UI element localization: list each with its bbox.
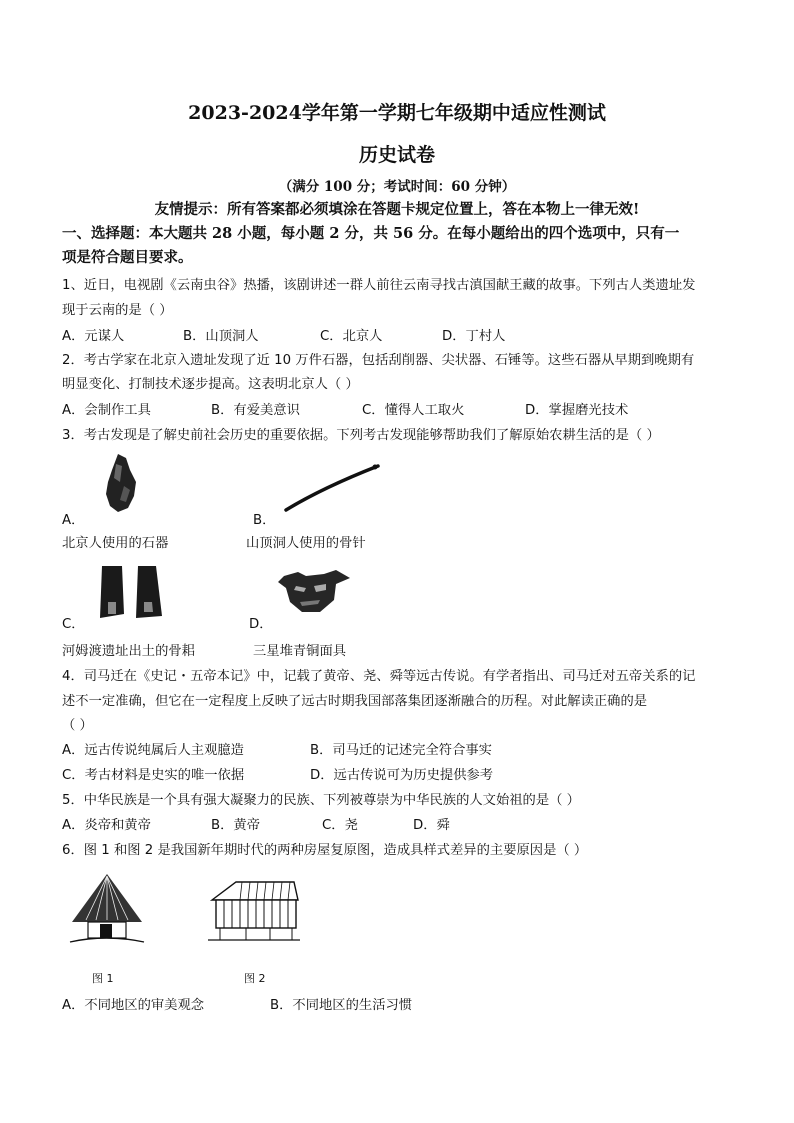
q3-option-b: B．: [253, 513, 276, 528]
fig2-label: 图 2: [244, 972, 266, 985]
exam-meta: （满分 100 分；考试时间：60 分钟）: [278, 179, 516, 195]
q3-line1: 3．考古发现是了解史前社会历史的重要依据。下列考古发现能够帮助我们了解原始农耕生活的是（ ）: [62, 428, 660, 443]
q4-option-b: B．司马迁的记述完全符合事实: [310, 743, 492, 758]
bone-spade-image: [96, 562, 168, 622]
q3-caption-c: 河姆渡遗址出土的骨耜: [62, 644, 195, 659]
q2-option-a: A．会制作工具: [62, 403, 151, 418]
section1-line2: 项是符合题目要求。: [62, 249, 193, 266]
exam-title: 2023-2024学年第一学期七年级期中适应性测试: [188, 102, 606, 124]
q3-option-a: A．: [62, 513, 85, 528]
q5-line1: 5．中华民族是一个具有强大凝聚力的民族、下列被尊崇为中华民族的人文始祖的是（ ）: [62, 793, 580, 808]
q6-option-a: A．不同地区的审美观念: [62, 998, 205, 1013]
q3-caption-a: 北京人使用的石器: [62, 536, 169, 551]
q4-option-c: C．考古材料是史实的唯一依据: [62, 768, 245, 783]
q1-option-c: C．北京人: [320, 329, 383, 344]
q4-option-d: D．远古传说可为历史提供参考: [310, 768, 494, 783]
section1-line1: 一、选择题：本大题共 28 小题，每小题 2 分，共 56 分。在每小题给出的四个选项中，只有一: [62, 225, 680, 242]
q4-line3: （ ）: [62, 718, 93, 733]
fig1-label: 图 1: [92, 972, 114, 985]
q1-option-b: B．山顶洞人: [183, 329, 259, 344]
bone-needle-image: [282, 460, 382, 516]
q5-option-c: C．尧: [322, 818, 358, 833]
q5-option-b: B．黄帝: [211, 818, 261, 833]
q2-line2: 明显变化、打制技术逐步提高。这表明北京人（ ）: [62, 377, 359, 392]
q3-option-d: D．: [249, 617, 273, 632]
q2-option-c: C．懂得人工取火: [362, 403, 465, 418]
bronze-mask-image: [276, 566, 354, 616]
q5-option-a: A．炎帝和黄帝: [62, 818, 151, 833]
stone-tool-image: [100, 452, 140, 514]
q4-line2: 述不一定准确，但它在一定程度上反映了远古时期我国部落集团逐渐融合的历程。对此解读正确的是: [62, 694, 648, 709]
q6-option-b: B．不同地区的生活习惯: [270, 998, 413, 1013]
q1-option-d: D．丁村人: [442, 329, 506, 344]
q3-caption-d: 三星堆青铜面具: [253, 644, 347, 659]
q4-option-a: A．远古传说纯属后人主观臆造: [62, 743, 244, 758]
q3-caption-b: 山顶洞人使用的骨针: [246, 536, 366, 551]
exam-subtitle: 历史试卷: [358, 144, 435, 166]
q1-line2: 现于云南的是（ ）: [62, 303, 173, 318]
q1-option-a: A．元谋人: [62, 329, 125, 344]
exam-tip: 友情提示：所有答案都必须填涂在答题卡规定位置上，答在本物上一律无效!: [154, 201, 640, 218]
stilt-house-image: [206, 878, 302, 944]
q5-option-d: D．舜: [413, 818, 450, 833]
q2-option-b: B．有爱美意识: [211, 403, 300, 418]
q3-option-c: C．: [62, 617, 85, 632]
q2-option-d: D．掌握磨光技术: [525, 403, 629, 418]
round-hut-image: [66, 872, 148, 948]
q1-line1: 1、近日，电视剧《云南虫谷》热播，该剧讲述一群人前往云南寻找古滇国献王藏的故事。下列古人类遗址发: [62, 278, 696, 293]
q6-line1: 6．图 1 和图 2 是我国新年期时代的两种房屋复原图，造成具样式差异的主要原因是（ ）: [62, 843, 588, 858]
q4-line1: 4．司马迁在《史记・五帝本记》中，记载了黄帝、尧、舜等远古传说。有学者指出、司马迁对五帝关系的记: [62, 669, 696, 684]
q2-line1: 2．考古学家在北京入遗址发现了近 10 万件石器，包括刮削器、尖状器、石锤等。这些石器从早期到晚期有: [62, 353, 695, 368]
